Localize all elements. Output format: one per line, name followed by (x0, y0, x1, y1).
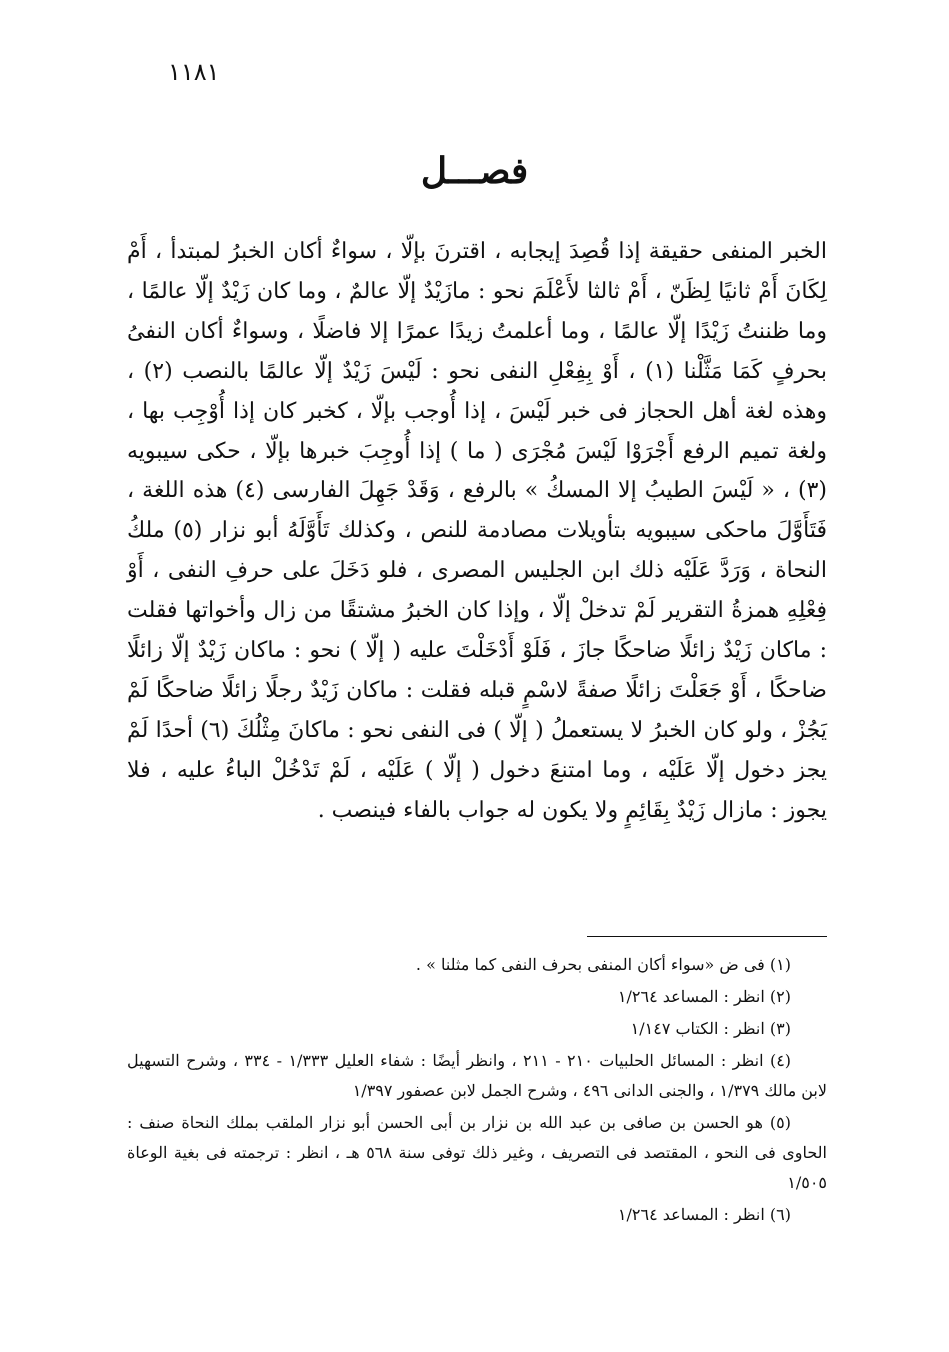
footnote-2: (٢) انظر : المساعد ١/٢٦٤ (617, 987, 791, 1006)
main-text-block (127, 232, 827, 831)
page-number: ١١٨١ (168, 58, 220, 86)
section-heading: فصـــل (420, 150, 529, 192)
footnote-6: (٦) انظر : المساعد ١/٢٦٤ (617, 1205, 791, 1224)
footnote-5: (٥) هو الحسن بن صافى بن عبد الله بن نزار بن أبى الحسن أبو نزار الملقب بملك النحاة صنف : الحاوى فى النحو ، المقتصد فى التصريف ، وغير ذلك توفى سنة ٥٦٨ هـ ، انظر : ترجمته فى بغية الوعاة ١/٥٠٥ (127, 1113, 828, 1192)
footnote-1: (١) فى ض «سواء أكان المنفى بحرف النفى كما مثلنا » . (415, 955, 791, 974)
footnote-4: (٤) انظر : المسائل الحلبيات ٢١٠ - ٢١١ ، وانظر أيضًا : شفاء العليل ١/٣٣٣ - ٣٣٤ ، وشرح التسهيل لابن مالك ١/٣٧٩ ، والجنى الدانى ٤٩٦ ، وشرح الجمل لابن عصفور ١/٣٩٧ (127, 1051, 827, 1100)
main-paragraph: الخبر المنفى حقيقة إذا قُصِدَ إيجابه ، اقترنَ بإلّا ، سواءٌ أكان الخبرُ لمبتدأ ، أَمْ لِكَانَ أَمْ ثانيًا لِظَنّ ، أَمْ ثالثا لأَعْلَمَ نحو : مازَيْدٌ إلّا عالمٌ ، وما كان زَيْدٌ إلّا عالمًا ، وما ظننتُ زَيْدًا إلّا عالمًا ، وما أعلمتُ زيدًا عمرًا إلا فاضلًا ، وسواءٌ أكان النفىُ بحرفٍ كَمَا مَثَّلْنا (١) ، أَوْ بِفِعْلِ النفى نحو : لَيْسَ زَيْدٌ إلّا عالمًا بالنصب (٢) ، وهذه لغة أهل الحجاز فى خبر لَيْسَ ، إذا أُوجب بإلّا ، كخبر كان إذا أُوْجِب بها ، ولغة تميم الرفع أَجْرَوْا لَيْسَ مُجْرَى ( ما ) إذا أُوجِبَ خبرها بإلّا ، حكى سيبويه (٣) ، « لَيْسَ الطيبُ إلا المسكُ » بالرفع ، وَقَدْ جَهِلَ الفارسى (٤) هذه اللغة ، فَتَأَوَّلَ ماحكى سيبويه بتأويلات مصادمة للنص ، وكذلك تَأَوَّلَهُ أبو نزار (٥) ملكُ النحاة ، وَرَدَّ عَلَيْه ذلك ابن الجليس المصرى ، فلو دَخَلَ على حرفِ النفى ، أَوْ فِعْلِهِ همزةُ التقرير لَمْ تدخلْ إلّا ، وإذا كان الخبرُ مشتقًا من زال وأخواتها فقلت : ماكان زَيْدٌ زائلًا ضاحكًا جازَ ، فَلَوْ أَدْخَلْتَ عليه ( إلّا ) نحو : ماكان زَيْدٌ إلّا زائلًا ضاحكًا ، أَوْ جَعَلْتَ زائلًا صفةً لاسْمٍ قبله فقلت : ماكان زَيْدٌ رجلًا زائلًا ضاحكًا لَمْ يَجُزْ ، ولو كان الخبرُ لا يستعملُ ( إلّا ) فى النفى نحو : ماكانَ مِثْلُكَ (٦) أحدًا لَمْ يجز دخول إلّا عَلَيْه ، وما امتنعَ دخول ( إلّا ) عَلَيْه ، لَمْ تَدْخُلْ الباءُ عليه ، فلا يجوز : مازال زَيْدٌ بِقَائِمٍ ولا يكون له جواب بالفاء فينصب . (127, 239, 827, 823)
footnote-separator (587, 936, 827, 937)
footnote-3: (٣) انظر : الكتاب ١/١٤٧ (630, 1019, 791, 1038)
footnotes (127, 950, 827, 1232)
